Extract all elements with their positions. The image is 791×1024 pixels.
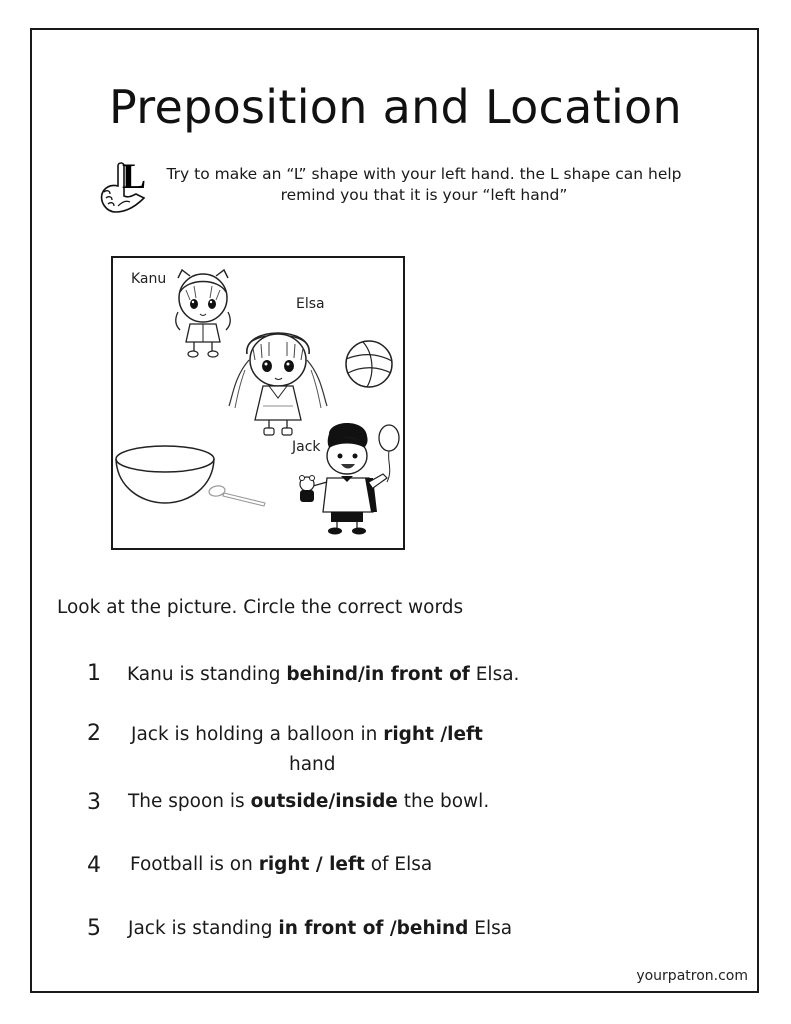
question-4 — [130, 854, 432, 875]
bowl-illustration — [113, 443, 217, 507]
label-kanu: Kanu — [131, 271, 167, 287]
question-4-text-before: Football is on — [130, 854, 259, 875]
hand-l-shape-icon — [96, 146, 152, 218]
question-1-options[interactable]: behind/in front of — [286, 664, 470, 685]
question-1-number: 1 — [87, 661, 101, 686]
question-4-number: 4 — [87, 853, 101, 878]
question-1-text-after: Elsa. — [469, 664, 520, 685]
label-elsa: Elsa — [296, 296, 325, 312]
boy-jack-illustration — [295, 416, 405, 536]
tip-text: Try to make an “L” shape with your left hand. the L shape can help remind you that it is your “left hand” — [166, 165, 682, 204]
ball-illustration — [343, 339, 395, 389]
footer-website: yourpatron.com — [636, 968, 748, 984]
question-4-options[interactable]: right / left — [258, 854, 365, 875]
question-4-text-after: of Elsa — [364, 854, 433, 875]
svg-text:L: L — [122, 156, 147, 196]
question-2 — [131, 724, 483, 745]
question-2-text-before: Jack is holding a balloon in — [131, 724, 384, 745]
question-1 — [127, 664, 519, 685]
question-5-text-after: Elsa — [468, 918, 513, 939]
question-1-text-before: Kanu is standing — [127, 664, 287, 685]
instructions-text: Look at the picture. Circle the correct words — [57, 597, 464, 618]
question-3-number: 3 — [87, 790, 101, 815]
question-2-number: 2 — [87, 721, 101, 746]
question-5-options[interactable]: in front of /behind — [278, 918, 469, 939]
question-3-options[interactable]: outside/inside — [250, 791, 398, 812]
question-3-text-before: The spoon is — [128, 791, 251, 812]
question-5 — [128, 918, 512, 939]
scene-picture — [111, 256, 405, 550]
question-3-text-after: the bowl. — [397, 791, 490, 812]
question-2-options[interactable]: right /left — [383, 724, 483, 745]
question-5-number: 5 — [87, 916, 101, 941]
question-3 — [128, 791, 489, 812]
question-5-text-before: Jack is standing — [128, 918, 279, 939]
question-2-line2: hand — [289, 754, 336, 775]
spoon-illustration — [207, 483, 269, 511]
label-jack: Jack — [292, 439, 321, 455]
page-title: Preposition and Location — [109, 80, 682, 134]
